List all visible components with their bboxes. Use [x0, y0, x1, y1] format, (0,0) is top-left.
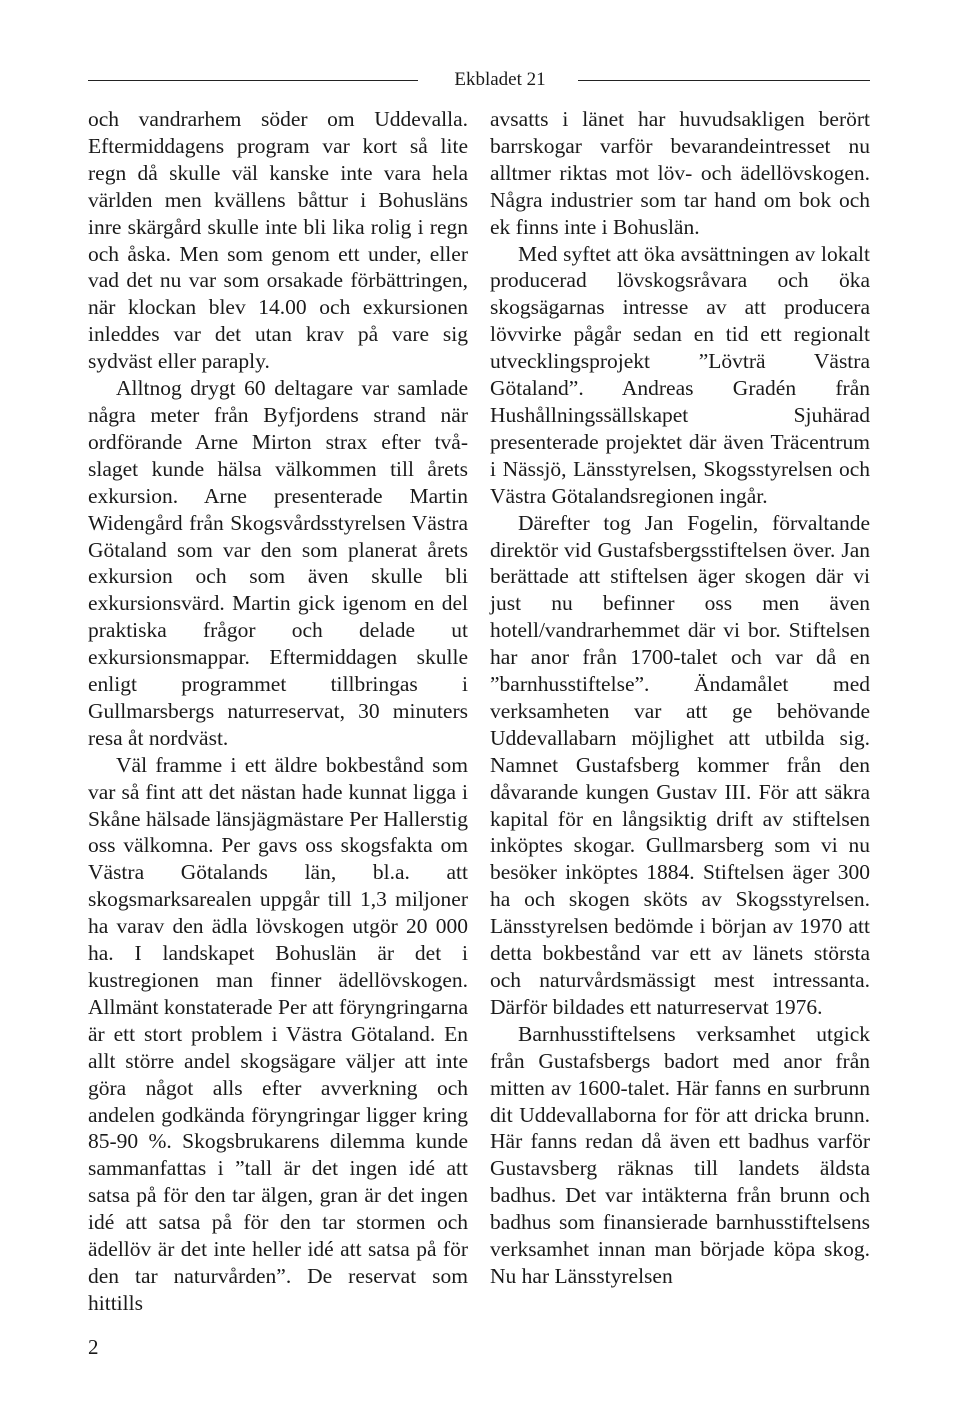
- paragraph: Med syftet att öka avsättningen av lokalt producerad lövskogsråvara och öka skogsägarnas intresse av att producera lövvirke pågår sedan en tid ett regionalt utvecklingsprojekt ”Lövträ Västra Götaland”. Andreas Gradén från Hushållningssällskapet Sjuhärad presenterade projektet där även Träcentrum i Nässjö, Länsstyrelsen, Skogsstyrelsen och Västra Götalandsregionen ingår.: [490, 241, 870, 508]
- right-column: [490, 106, 870, 1290]
- paragraph: och vandrarhem söder om Uddevalla. Eftermiddagens program var kort så lite regn då skulle väl kanske inte vara hela världen men kvällens båttur i Bohusläns inre skärgård skulle inte bli lika rolig i regn och åska. Men som genom ett under, eller vad det nu var som orsakade förbättringen, när klockan blev 14.00 och exkursionen inleddes var det utan krav på vare sig sydväst eller paraply.: [88, 107, 468, 374]
- paragraph: Alltnog drygt 60 deltagare var samlade några meter från Byfjordens strand när ordförande Arne Mirton strax efter två-slaget kunde hälsa välkommen till årets exkursion. Arne presenterade Martin Widengård från Skogsvårdsstyrelsen Västra Götaland som var den som planerat årets exkursion och som även skulle bli exkursionsvärd. Martin gick igenom en del praktiska frågor och delade ut exkursionsmappar. Eftermiddagen skulle enligt programmet tillbringas i Gullmarsbergs naturreservat, 30 minuters resa åt nordväst.: [88, 376, 468, 750]
- header-rule-right: [578, 80, 870, 81]
- paragraph: Barnhusstiftelsens verksamhet utgick från Gustafsbergs badort med anor från mitten av 1600-talet. Här fanns en surbrunn dit Uddevallaborna for för att dricka brunn. Här fanns redan då även ett badhus varför Gustavsberg räknas till landets äldsta badhus. Det var intäkterna från brunn och badhus som finansierade barnhusstiftelsens verksamhet innan man började köpa skog. Nu har Länsstyrelsen: [490, 1021, 870, 1288]
- paragraph: avsatts i länet har huvudsakligen berört barrskogar varför bevarandeintresset nu alltmer riktas mot löv- och ädellövskogen. Några industrier som tar hand om bok och ek finns inte i Bohuslän.: [490, 107, 870, 239]
- page-number: 2: [88, 1335, 99, 1359]
- paragraph: Väl framme i ett äldre bokbestånd som var så fint att det nästan hade kunnat ligga i Skåne hälsade länsjägmästare Per Hallerstig oss välkomna. Per gavs oss skogsfakta om Västra Götalands län, bl.a. att skogsmarksarealen uppgår till 1,3 miljoner ha varav den ädla lövskogen utgör 20 000 ha. I landskapet Bohuslän är det i kustregionen man finner ädellövskogen. Allmänt konstaterade Per att föryngringarna är ett stort problem i Västra Götaland. En allt större andel skogsägare väljer att inte göra något alls efter avverkning och andelen godkända föryngringar ligger kring 85-90 %. Skogsbrukarens dilemma kunde sammanfattas i ”tall är det ingen idé att satsa på för den tar älgen, gran är det ingen idé att satsa på för den tar stormen och ädellöv är det inte heller idé att satsa på för den tar naturvården”. De reservat som hittills: [88, 752, 468, 1315]
- running-header: Ekbladet 21: [454, 69, 546, 90]
- header-rule-left: [88, 80, 418, 81]
- paragraph: Därefter tog Jan Fogelin, förvaltande direktör vid Gustafsbergsstiftelsen över. Jan berättade att stiftelsen äger skogen där vi just nu befinner oss men även hotell/vandrarhemmet där vi bor. Stiftelsen har anor från 1700-talet och var då en ”barnhusstiftelse”. Ändamålet med verksamheten var att ge behövande Uddevallabarn möjlighet att utbilda sig. Namnet Gustafsberg kommer från den dåvarande kungen Gustav III. För att säkra kapital för en långsiktig drift av stiftelsen inköptes skogar. Gullmarsberg som vi nu besöker inköptes 1884. Stiftelsen äger 300 ha och skogen sköts av Skogsstyrelsen. Länsstyrelsen bedömde i början av 1970 att detta bokbestånd var ett av länets största och naturvårdsmässigt mest intressanta. Därför bildades ett naturreservat 1976.: [490, 510, 870, 1019]
- left-column: [88, 106, 468, 1317]
